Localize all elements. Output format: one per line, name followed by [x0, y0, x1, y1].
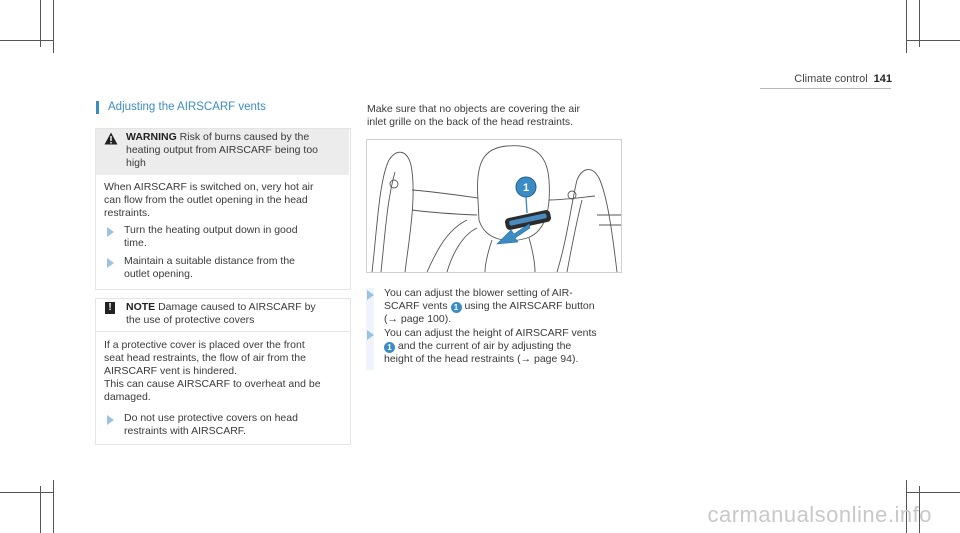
note-body-line: seat head restraints, the flow of air from the [104, 352, 306, 364]
note-heading [126, 301, 346, 327]
note-divider [96, 331, 349, 332]
step-line: and the current of air by adjusting the [395, 340, 572, 352]
section-title-text: Adjusting the AIRSCARF vents [108, 101, 266, 113]
intro-line: inlet grille on the back of the head restraints. [367, 116, 574, 128]
warning-body-line: can flow from the outlet opening in the head [104, 194, 308, 206]
note-body [104, 339, 344, 404]
note-body-line: This can cause AIRSCARF to overheat and be [104, 378, 321, 390]
section-marker [96, 101, 99, 114]
step-arrow-icon [107, 227, 114, 237]
step-blower-setting [384, 287, 624, 326]
warning-label: WARNING [126, 131, 177, 143]
chapter-title: Climate control [794, 73, 868, 85]
warning-body [104, 181, 344, 220]
warning-heading-line: Risk of burns caused by the [176, 131, 310, 143]
step-line: You can adjust the blower setting of AIR- [384, 287, 573, 299]
warning-heading [126, 131, 346, 170]
page-reference-link[interactable]: height of the head restraints (→ page 94). [384, 353, 579, 365]
running-header [794, 73, 892, 85]
intro-paragraph [367, 103, 627, 129]
page-reference-link[interactable]: (→ page 100). [384, 313, 452, 325]
warning-body-line: restraints. [104, 207, 151, 219]
crop-mark [0, 492, 53, 493]
warning-body-line: When AIRSCARF is switched on, very hot air [104, 181, 314, 193]
step-air-current-height [384, 327, 624, 366]
crop-mark [40, 486, 41, 533]
warning-step-2 [124, 255, 344, 281]
crop-mark [53, 480, 54, 533]
callout-badge: 1 [384, 342, 395, 353]
step-line: SCARF vents [384, 300, 451, 312]
warning-step-1 [124, 224, 344, 250]
figure-callout-number: 1 [522, 182, 530, 194]
step-line: restraints with AIRSCARF. [124, 425, 246, 437]
watermark: carmanualsonline.info [707, 502, 932, 527]
section-title [108, 101, 266, 113]
step-line: Turn the heating output down in good [124, 224, 298, 236]
step-line: outlet opening. [124, 268, 193, 280]
crop-mark [53, 0, 54, 53]
step-line: Do not use protective covers on head [124, 412, 298, 424]
note-step-1 [124, 412, 344, 438]
crop-mark [906, 0, 907, 53]
page-number: 141 [873, 73, 892, 85]
note-body-line: AIRSCARF vent is hindered. [104, 365, 238, 377]
step-arrow-icon [107, 258, 114, 268]
step-line: time. [124, 237, 147, 249]
step-arrow-icon [367, 290, 374, 300]
crop-mark [907, 492, 960, 493]
headrest-figure [366, 139, 622, 273]
crop-mark [0, 40, 53, 41]
callout-badge: 1 [451, 302, 462, 313]
step-line: You can adjust the height of AIRSCARF vents [384, 327, 597, 339]
note-body-line: If a protective cover is placed over the front [104, 339, 305, 351]
warning-heading-line: high [126, 157, 146, 169]
crop-mark [907, 40, 960, 41]
note-icon [105, 302, 115, 314]
note-body-line: damaged. [104, 391, 151, 403]
header-rule [760, 88, 891, 89]
warning-triangle-icon [104, 132, 118, 145]
intro-line: Make sure that no objects are covering the air [367, 103, 581, 115]
step-line: Maintain a suitable distance from the [124, 255, 296, 267]
step-arrow-icon [367, 330, 374, 340]
note-label: NOTE [126, 301, 156, 313]
note-heading-line: Damage caused to AIRSCARF by [155, 301, 316, 313]
step-arrow-icon [107, 415, 114, 425]
step-sidebar [366, 288, 374, 370]
warning-heading-line: heating output from AIRSCARF being too [126, 144, 319, 156]
headrest-illustration [367, 140, 621, 272]
note-heading-line: the use of protective covers [126, 314, 255, 326]
note-symbol: ! [108, 302, 112, 313]
step-line: using the AIRSCARF button [461, 300, 595, 312]
